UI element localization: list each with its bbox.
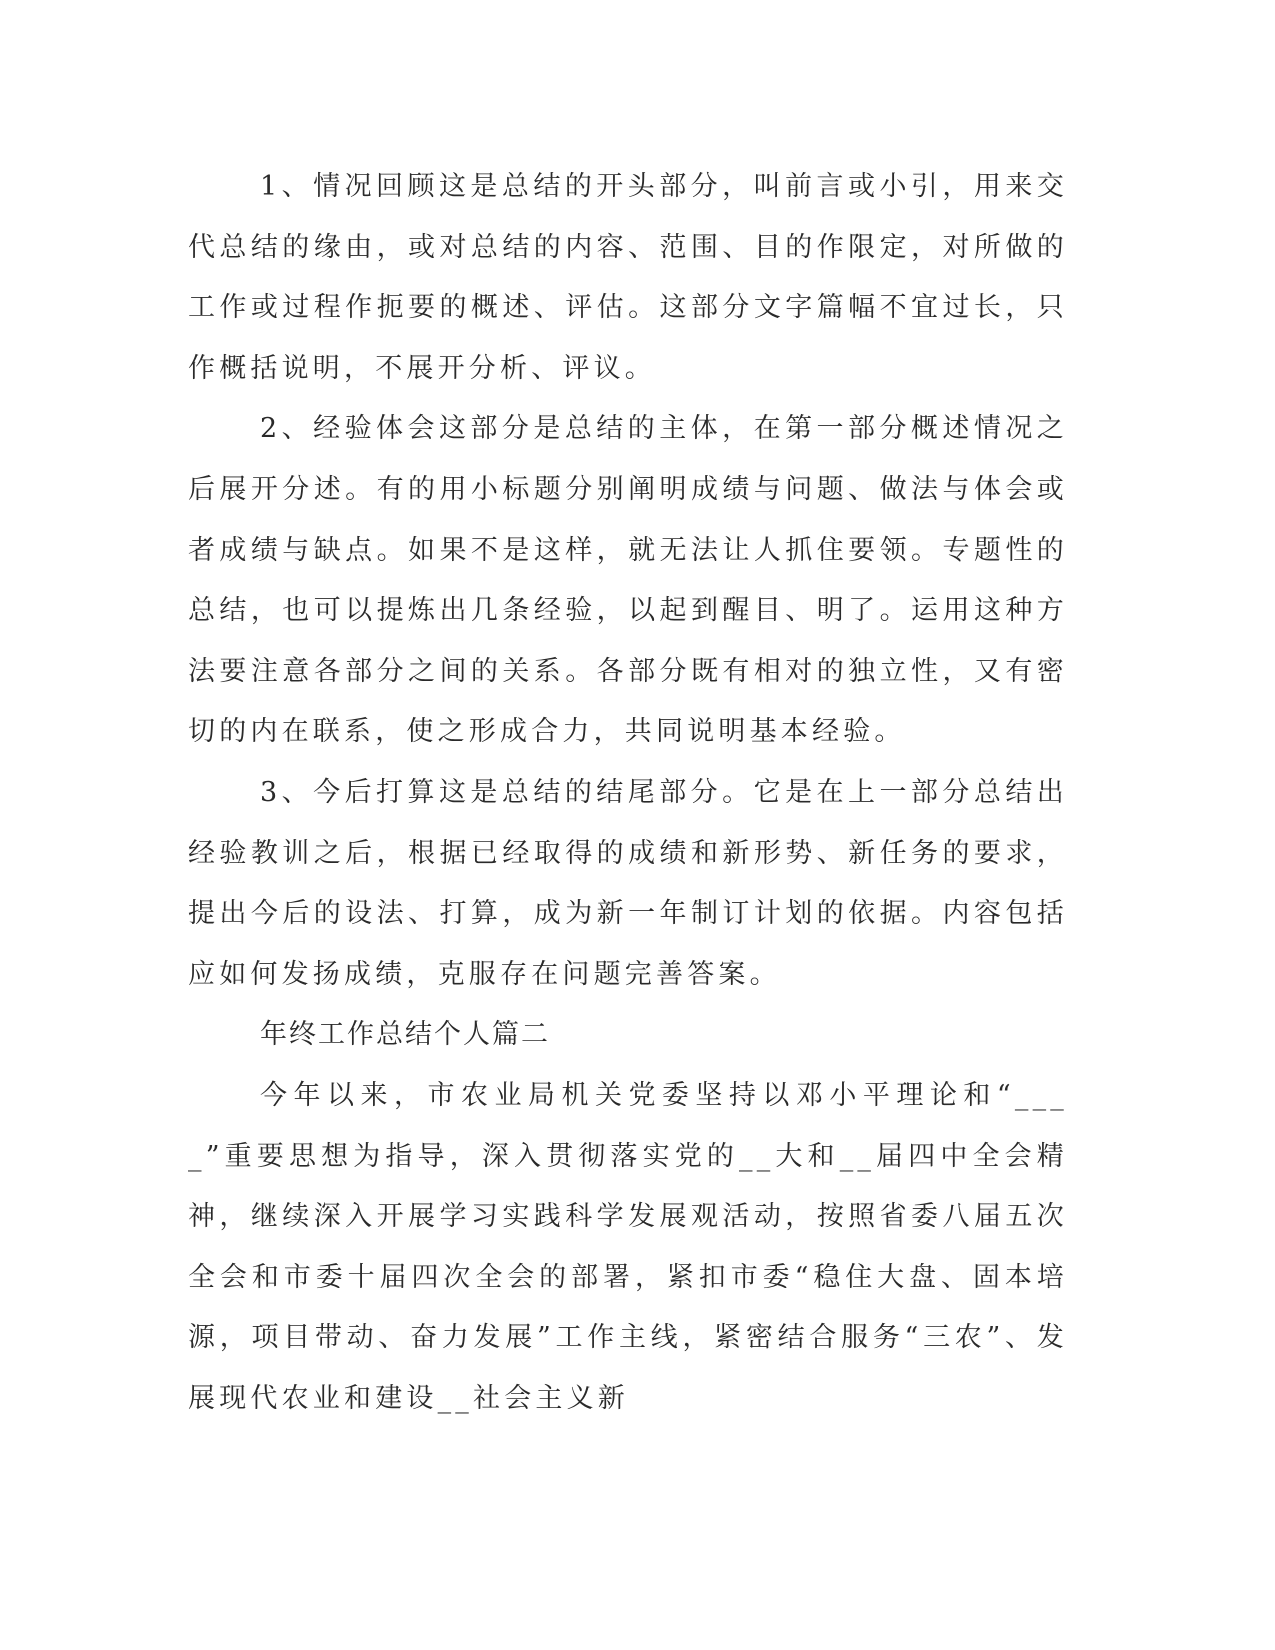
- document-body: [188, 157, 1068, 1429]
- paragraph-situation-review: 1、情况回顾这是总结的开头部分，叫前言或小引，用来交代总结的缘由，或对总结的内容、范围、目的作限定，对所做的工作或过程作扼要的概述、评估。这部分文字篇幅不宜过长，只作概括说明，不展开分析、评议。: [188, 171, 1068, 384]
- paragraph-annual-summary: 今年以来，市农业局机关党委坚持以邓小平理论和“____”重要思想为指导，深入贯彻落实党的__大和__届四中全会精神，继续深入开展学习实践科学发展观活动，按照省委八届五次全会和市委十届四次全会的部署，紧扣市委“稳住大盘、固本培源，项目带动、奋力发展”工作主线，紧密结合服务“三农”、发展现代农业和建设__社会主义新: [188, 1079, 1068, 1414]
- section-heading: 年终工作总结个人篇二: [260, 1019, 550, 1051]
- paragraph-experience: 2、经验体会这部分是总结的主体，在第一部分概述情况之后展开分述。有的用小标题分别阐明成绩与问题、做法与体会或者成绩与缺点。如果不是这样，就无法让人抓住要领。专题性的总结，也可以提炼出几条经验，以起到醒目、明了。运用这种方法要注意各部分之间的关系。各部分既有相对的独立性，又有密切的内在联系，使之形成合力，共同说明基本经验。: [188, 413, 1068, 748]
- paragraph-future-plans: 3、今后打算这是总结的结尾部分。它是在上一部分总结出经验教训之后，根据已经取得的成绩和新形势、新任务的要求，提出今后的设法、打算，成为新一年制订计划的依据。内容包括应如何发扬成绩，克服存在问题完善答案。: [188, 776, 1068, 990]
